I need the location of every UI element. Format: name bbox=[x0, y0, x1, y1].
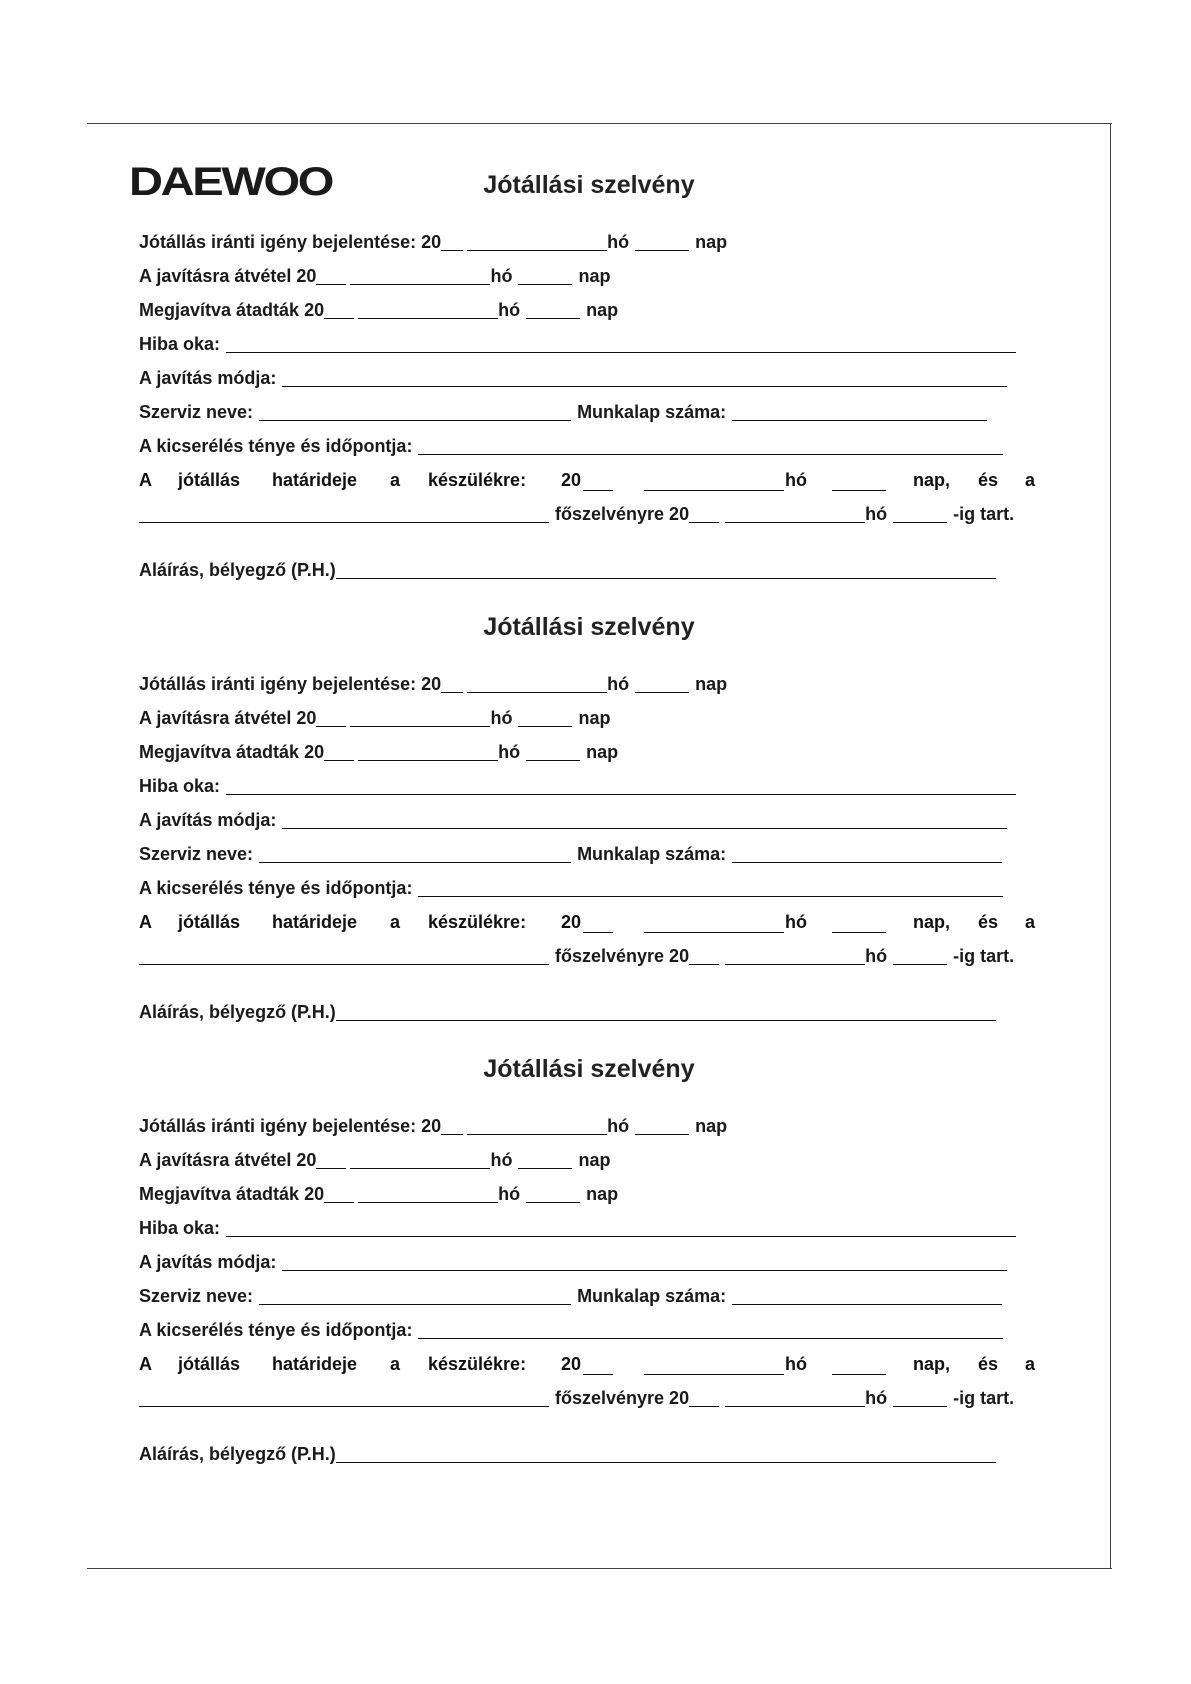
handed-day-blank[interactable] bbox=[526, 300, 580, 319]
repair-method-row bbox=[139, 806, 1007, 834]
claim-row bbox=[139, 228, 727, 256]
month-label: hó bbox=[865, 1388, 888, 1408]
deadline-word: hó bbox=[785, 470, 807, 490]
deadline-word: határideje bbox=[272, 1354, 358, 1374]
deadline-row bbox=[139, 466, 1039, 494]
deadline-month-blank[interactable] bbox=[644, 472, 784, 491]
claim-year-blank[interactable] bbox=[441, 232, 463, 251]
day-label: nap bbox=[586, 1184, 619, 1204]
deadline-extra-blank[interactable] bbox=[139, 504, 549, 523]
month-label: hó bbox=[490, 1150, 513, 1170]
main-coupon-row bbox=[139, 1384, 1014, 1412]
deadline-word: A bbox=[139, 912, 152, 932]
deadline-year-blank[interactable] bbox=[583, 472, 613, 491]
main-coupon-day-blank[interactable] bbox=[893, 1388, 947, 1407]
deadline-word: A bbox=[139, 1354, 152, 1374]
fault-row bbox=[139, 1214, 1016, 1242]
claim-row bbox=[139, 1112, 727, 1140]
signature-blank[interactable] bbox=[336, 1444, 996, 1463]
fault-row bbox=[139, 772, 1016, 800]
received-year-blank[interactable] bbox=[316, 708, 346, 727]
replacement-row bbox=[139, 432, 1003, 460]
coupon-title: Jótállási szelvény bbox=[483, 171, 695, 199]
fault-blank[interactable] bbox=[226, 776, 1016, 795]
deadline-word: készülékre: bbox=[428, 470, 527, 490]
day-label: nap bbox=[695, 674, 728, 694]
handed-day-blank[interactable] bbox=[526, 1184, 580, 1203]
repair-method-label: A javítás módja: bbox=[139, 1252, 277, 1272]
handed-label: Megjavítva átadták 20 bbox=[139, 742, 325, 762]
received-month-blank[interactable] bbox=[350, 266, 490, 285]
month-label: hó bbox=[498, 1184, 521, 1204]
claim-label: Jótállás iránti igény bejelentése: 20 bbox=[139, 1116, 442, 1136]
coupon-title: Jótállási szelvény bbox=[483, 1055, 695, 1083]
handed-month-blank[interactable] bbox=[358, 1184, 498, 1203]
claim-year-blank[interactable] bbox=[441, 674, 463, 693]
received-label: A javításra átvétel 20 bbox=[139, 1150, 317, 1170]
day-label: nap bbox=[578, 1150, 611, 1170]
deadline-word: nap, bbox=[913, 1354, 951, 1374]
month-label: hó bbox=[865, 946, 888, 966]
deadline-extra-blank[interactable] bbox=[139, 946, 549, 965]
signature-row bbox=[139, 998, 996, 1026]
main-coupon-year-blank[interactable] bbox=[689, 1388, 719, 1407]
handed-year-blank[interactable] bbox=[324, 300, 354, 319]
main-coupon-row bbox=[139, 942, 1014, 970]
month-label: hó bbox=[498, 742, 521, 762]
deadline-word: a bbox=[1025, 470, 1036, 490]
deadline-word: jótállás bbox=[178, 470, 241, 490]
deadline-word: A bbox=[139, 470, 152, 490]
replacement-blank[interactable] bbox=[418, 436, 1003, 455]
handed-row bbox=[139, 738, 618, 766]
handed-day-blank[interactable] bbox=[526, 742, 580, 761]
deadline-word: a bbox=[390, 1354, 401, 1374]
service-name-blank[interactable] bbox=[259, 402, 571, 421]
deadline-word: a bbox=[1025, 1354, 1036, 1374]
main-coupon-year-blank[interactable] bbox=[689, 946, 719, 965]
deadline-word: jótállás bbox=[178, 912, 241, 932]
deadline-word: a bbox=[1025, 912, 1036, 932]
handed-label: Megjavítva átadták 20 bbox=[139, 300, 325, 320]
day-label: nap bbox=[578, 708, 611, 728]
main-coupon-label: főszelvényre 20 bbox=[555, 504, 690, 524]
month-label: hó bbox=[607, 1116, 630, 1136]
warranty-coupon-1 bbox=[139, 170, 1039, 590]
service-name-blank[interactable] bbox=[259, 844, 571, 863]
month-label: hó bbox=[607, 674, 630, 694]
repair-method-label: A javítás módja: bbox=[139, 810, 277, 830]
worksheet-label: Munkalap száma: bbox=[577, 1286, 727, 1306]
claim-year-blank[interactable] bbox=[441, 1116, 463, 1135]
received-day-blank[interactable] bbox=[518, 708, 572, 727]
fault-blank[interactable] bbox=[226, 1218, 1016, 1237]
deadline-row bbox=[139, 908, 1039, 936]
received-day-blank[interactable] bbox=[518, 1150, 572, 1169]
deadline-word: hó bbox=[785, 912, 807, 932]
month-label: hó bbox=[865, 504, 888, 524]
handed-year-blank[interactable] bbox=[324, 742, 354, 761]
fault-blank[interactable] bbox=[226, 334, 1016, 353]
received-label: A javításra átvétel 20 bbox=[139, 708, 317, 728]
deadline-day-blank[interactable] bbox=[832, 472, 886, 491]
month-label: hó bbox=[607, 232, 630, 252]
main-coupon-label: főszelvényre 20 bbox=[555, 946, 690, 966]
logo-text: DAEWOO bbox=[129, 160, 334, 200]
month-label: hó bbox=[490, 266, 513, 286]
replacement-label: A kicserélés ténye és időpontja: bbox=[139, 436, 413, 456]
main-coupon-day-blank[interactable] bbox=[893, 946, 947, 965]
month-label: hó bbox=[498, 300, 521, 320]
replacement-row bbox=[139, 1316, 1003, 1344]
claim-day-blank[interactable] bbox=[635, 232, 689, 251]
main-coupon-label: főszelvényre 20 bbox=[555, 1388, 690, 1408]
replacement-blank[interactable] bbox=[418, 878, 1003, 897]
main-coupon-month-blank[interactable] bbox=[725, 1388, 865, 1407]
received-row bbox=[139, 262, 610, 290]
deadline-word: a bbox=[390, 470, 401, 490]
month-label: hó bbox=[490, 708, 513, 728]
worksheet-label: Munkalap száma: bbox=[577, 402, 727, 422]
signature-row bbox=[139, 556, 996, 584]
replacement-label: A kicserélés ténye és időpontja: bbox=[139, 1320, 413, 1340]
main-coupon-month-blank[interactable] bbox=[725, 946, 865, 965]
handed-label: Megjavítva átadták 20 bbox=[139, 1184, 325, 1204]
deadline-word: nap, bbox=[913, 912, 951, 932]
deadline-word: hó bbox=[785, 1354, 807, 1374]
handed-month-blank[interactable] bbox=[358, 300, 498, 319]
service-row bbox=[139, 1282, 1002, 1310]
day-label: nap bbox=[695, 1116, 728, 1136]
repair-method-row bbox=[139, 364, 1007, 392]
worksheet-number-blank[interactable] bbox=[732, 1286, 1002, 1305]
day-label: nap bbox=[586, 300, 619, 320]
service-label: Szerviz neve: bbox=[139, 1286, 254, 1306]
signature-row bbox=[139, 1440, 996, 1468]
received-month-blank[interactable] bbox=[350, 1150, 490, 1169]
deadline-word: készülékre: bbox=[428, 912, 527, 932]
claim-label: Jótállás iránti igény bejelentése: 20 bbox=[139, 674, 442, 694]
deadline-year-blank[interactable] bbox=[583, 1356, 613, 1375]
main-coupon-row bbox=[139, 500, 1014, 528]
frame-right-border bbox=[1110, 123, 1111, 1569]
repair-method-blank[interactable] bbox=[282, 368, 1007, 387]
deadline-word: a bbox=[390, 912, 401, 932]
deadline-month-blank[interactable] bbox=[644, 1356, 784, 1375]
until-label: -ig tart. bbox=[953, 1388, 1015, 1408]
signature-label: Aláírás, bélyegző (P.H.) bbox=[139, 1444, 336, 1464]
worksheet-number-blank[interactable] bbox=[732, 402, 987, 421]
replacement-row bbox=[139, 874, 1003, 902]
replacement-blank[interactable] bbox=[418, 1320, 1003, 1339]
service-name-blank[interactable] bbox=[259, 1286, 571, 1305]
deadline-word: határideje bbox=[272, 912, 358, 932]
received-year-blank[interactable] bbox=[316, 266, 346, 285]
deadline-word: és bbox=[978, 1354, 999, 1374]
deadline-year-blank[interactable] bbox=[583, 914, 613, 933]
claim-month-blank[interactable] bbox=[467, 1116, 607, 1135]
repair-method-row bbox=[139, 1248, 1007, 1276]
claim-day-blank[interactable] bbox=[635, 1116, 689, 1135]
deadline-word: és bbox=[978, 470, 999, 490]
deadline-year-prefix: 20 bbox=[561, 470, 582, 490]
coupon-title: Jótállási szelvény bbox=[483, 613, 695, 641]
signature-label: Aláírás, bélyegző (P.H.) bbox=[139, 1002, 336, 1022]
warranty-coupon-2 bbox=[139, 612, 1039, 1032]
service-row bbox=[139, 398, 987, 426]
received-month-blank[interactable] bbox=[350, 708, 490, 727]
service-label: Szerviz neve: bbox=[139, 402, 254, 422]
frame-bottom-border bbox=[87, 1568, 1112, 1569]
day-label: nap bbox=[695, 232, 728, 252]
received-row bbox=[139, 1146, 610, 1174]
deadline-row bbox=[139, 1350, 1039, 1378]
repair-method-label: A javítás módja: bbox=[139, 368, 277, 388]
claim-month-blank[interactable] bbox=[467, 674, 607, 693]
repair-method-blank[interactable] bbox=[282, 1252, 1007, 1271]
main-coupon-day-blank[interactable] bbox=[893, 504, 947, 523]
fault-label: Hiba oka: bbox=[139, 1218, 221, 1238]
worksheet-label: Munkalap száma: bbox=[577, 844, 727, 864]
claim-row bbox=[139, 670, 727, 698]
received-day-blank[interactable] bbox=[518, 266, 572, 285]
deadline-word: jótállás bbox=[178, 1354, 241, 1374]
handed-row bbox=[139, 1180, 618, 1208]
frame-top-border bbox=[87, 123, 1112, 124]
main-coupon-year-blank[interactable] bbox=[689, 504, 719, 523]
until-label: -ig tart. bbox=[953, 504, 1015, 524]
deadline-word: határideje bbox=[272, 470, 358, 490]
deadline-year-prefix: 20 bbox=[561, 912, 582, 932]
day-label: nap bbox=[578, 266, 611, 286]
repair-method-blank[interactable] bbox=[282, 810, 1007, 829]
main-coupon-month-blank[interactable] bbox=[725, 504, 865, 523]
service-row bbox=[139, 840, 1002, 868]
deadline-word: készülékre: bbox=[428, 1354, 527, 1374]
signature-blank[interactable] bbox=[336, 1002, 996, 1021]
deadline-day-blank[interactable] bbox=[832, 914, 886, 933]
fault-row bbox=[139, 330, 1016, 358]
warranty-coupon-3 bbox=[139, 1054, 1039, 1474]
signature-blank[interactable] bbox=[336, 560, 996, 579]
day-label: nap bbox=[586, 742, 619, 762]
received-row bbox=[139, 704, 610, 732]
handed-year-blank[interactable] bbox=[324, 1184, 354, 1203]
fault-label: Hiba oka: bbox=[139, 334, 221, 354]
claim-day-blank[interactable] bbox=[635, 674, 689, 693]
handed-month-blank[interactable] bbox=[358, 742, 498, 761]
deadline-extra-blank[interactable] bbox=[139, 1388, 549, 1407]
replacement-label: A kicserélés ténye és időpontja: bbox=[139, 878, 413, 898]
fault-label: Hiba oka: bbox=[139, 776, 221, 796]
service-label: Szerviz neve: bbox=[139, 844, 254, 864]
received-label: A javításra átvétel 20 bbox=[139, 266, 317, 286]
deadline-year-prefix: 20 bbox=[561, 1354, 582, 1374]
worksheet-number-blank[interactable] bbox=[732, 844, 1002, 863]
claim-month-blank[interactable] bbox=[467, 232, 607, 251]
deadline-word: és bbox=[978, 912, 999, 932]
deadline-month-blank[interactable] bbox=[644, 914, 784, 933]
handed-row bbox=[139, 296, 618, 324]
until-label: -ig tart. bbox=[953, 946, 1015, 966]
signature-label: Aláírás, bélyegző (P.H.) bbox=[139, 560, 336, 580]
deadline-day-blank[interactable] bbox=[832, 1356, 886, 1375]
deadline-word: nap, bbox=[913, 470, 951, 490]
claim-label: Jótállás iránti igény bejelentése: 20 bbox=[139, 232, 442, 252]
received-year-blank[interactable] bbox=[316, 1150, 346, 1169]
